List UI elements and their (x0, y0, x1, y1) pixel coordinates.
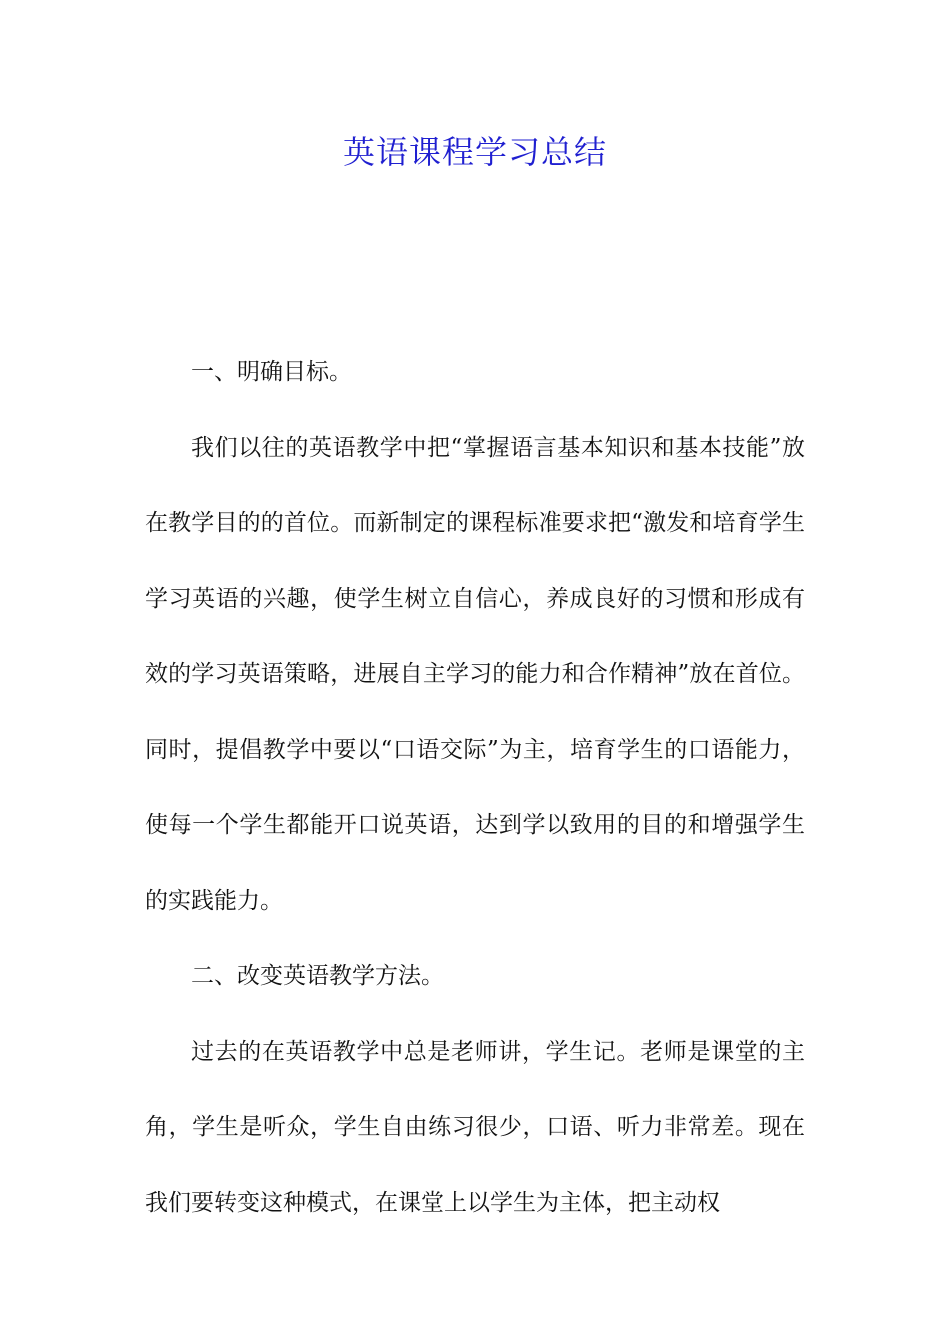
section-heading-goals: 一、明确目标。 (191, 359, 352, 385)
section-heading-methods: 二、改变英语教学方法。 (191, 963, 444, 989)
document-body (145, 335, 805, 1241)
document-title: 英语课程学习总结 (342, 133, 607, 171)
paragraph-goals: 我们以往的英语教学中把“掌握语言基本知识和基本技能”放在教学目的的首位。而新制定的课程标准要求把“激发和培育学生学习英语的兴趣，使学生树立自信心，养成良好的习惯和形成有效的学习英语策略，进展自主学习的能力和合作精神”放在首位。同时，提倡教学中要以“口语交际”为主，培育学生的口语能力，使每一个学生都能开口说英语，达到学以致用的目的和增强学生的实践能力。 (145, 434, 805, 914)
paragraph-methods: 过去的在英语教学中总是老师讲，学生记。老师是课堂的主角，学生是听众，学生自由练习很少，口语、听力非常差。现在我们要转变这种模式，在课堂上以学生为主体，把主动权 (145, 1038, 805, 1216)
